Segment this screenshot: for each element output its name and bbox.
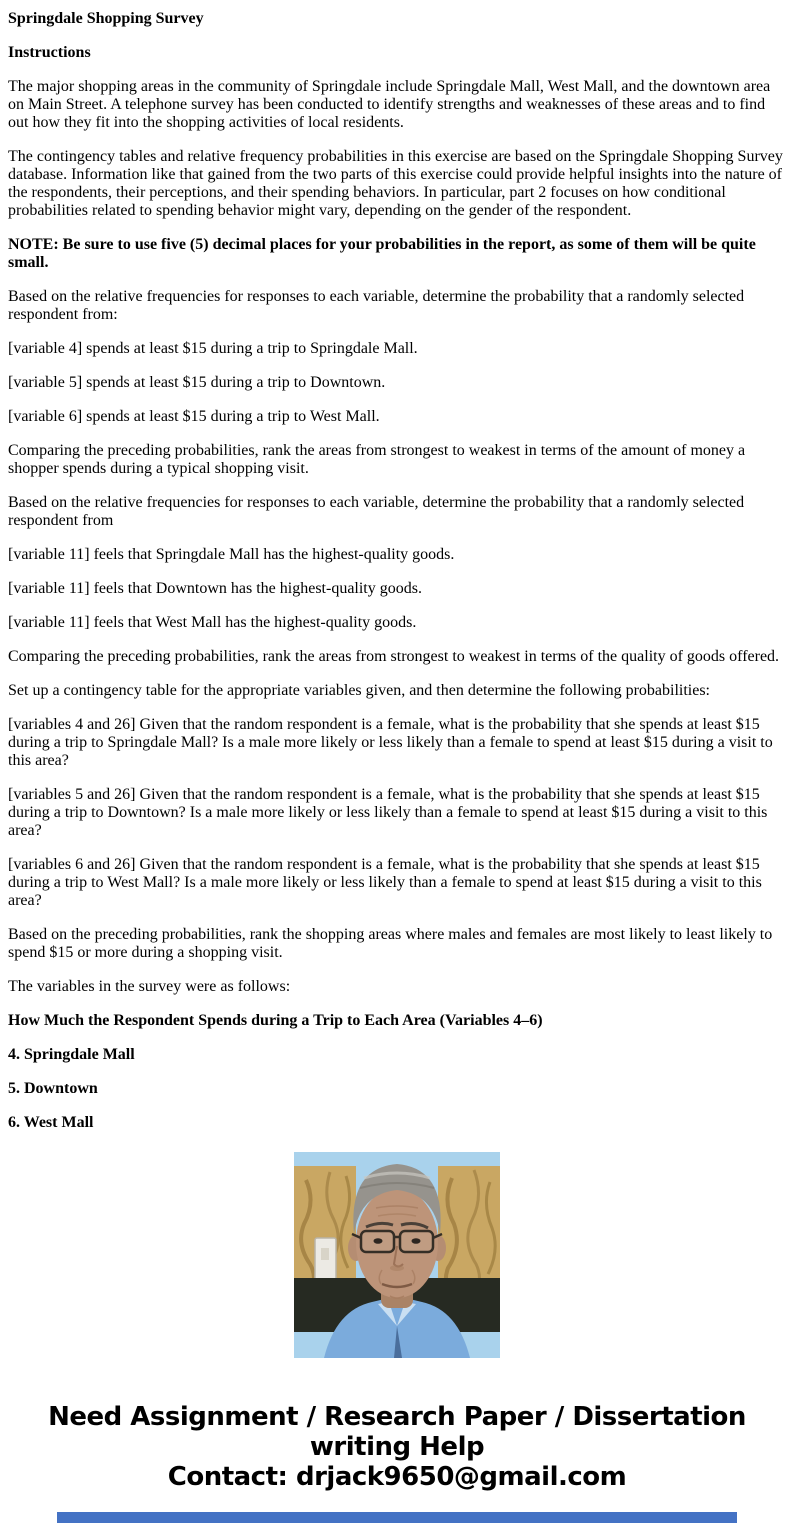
document-paragraph: [variable 11] feels that West Mall has the highest-quality goods. [8, 614, 417, 631]
document-paragraph: Based on the relative frequencies for responses to each variable, determine the probability that a randomly selected respondent from: [8, 288, 745, 323]
footer-banner [0, 1402, 794, 1492]
document-paragraph: [variables 4 and 26] Given that the random respondent is a female, what is the probability that she spends at least $15 during a trip to Springdale Mall? Is a male more likely or less likely than a female to spend at least $15 during a visit to this area? [8, 716, 773, 769]
document-paragraph: [variable 11] feels that Springdale Mall has the highest-quality goods. [8, 546, 455, 563]
document-paragraph: The major shopping areas in the community of Springdale include Springdale Mall, West Mall, and the downtown area on Main Street. A telephone survey has been conducted to identify strengths and weaknesses of these areas and to find out how they fit into the shopping activities of local residents. [8, 78, 771, 131]
document-paragraph: Comparing the preceding probabilities, rank the areas from strongest to weakest in terms of the amount of money a shopper spends during a typical shopping visit. [8, 442, 746, 477]
video-progress-bar[interactable] [57, 1512, 737, 1523]
document-paragraph: The variables in the survey were as follows: [8, 978, 291, 995]
document-paragraph: Instructions [8, 44, 91, 61]
document-paragraph: 4. Springdale Mall [8, 1046, 135, 1063]
document-paragraph: Set up a contingency table for the appropriate variables given, and then determine the following probabilities: [8, 682, 710, 699]
document-paragraph: Based on the relative frequencies for responses to each variable, determine the probability that a randomly selected respondent from [8, 494, 745, 529]
document-paragraph: [variable 6] spends at least $15 during a trip to West Mall. [8, 408, 380, 425]
document-paragraph: 6. West Mall [8, 1114, 94, 1131]
presenter-photo [294, 1152, 500, 1358]
page-title: Springdale Shopping Survey [8, 10, 204, 27]
document-paragraph: 5. Downtown [8, 1080, 98, 1097]
footer-banner-line: Need Assignment / Research Paper / Dissertation [48, 1402, 746, 1432]
document-body [8, 44, 786, 1132]
document-paragraph: How Much the Respondent Spends during a Trip to Each Area (Variables 4–6) [8, 1012, 543, 1029]
footer-banner-line: writing Help [309, 1432, 485, 1462]
document-paragraph: Comparing the preceding probabilities, rank the areas from strongest to weakest in terms of the quality of goods offered. [8, 648, 780, 665]
document-paragraph: [variable 5] spends at least $15 during a trip to Downtown. [8, 374, 386, 391]
document-paragraph: [variables 6 and 26] Given that the random respondent is a female, what is the probability that she spends at least $15 during a trip to West Mall? Is a male more likely or less likely than a female to spend at least $15 during a visit to this area? [8, 856, 762, 909]
document-paragraph: [variable 4] spends at least $15 during a trip to Springdale Mall. [8, 340, 418, 357]
document-paragraph: [variable 11] feels that Downtown has the highest-quality goods. [8, 580, 422, 597]
document-paragraph: Based on the preceding probabilities, rank the shopping areas where males and females are most likely to least likely to spend $15 or more during a shopping visit. [8, 926, 773, 961]
presenter-photo-illustration [294, 1152, 500, 1358]
document-paragraph: [variables 5 and 26] Given that the random respondent is a female, what is the probability that she spends at least $15 during a trip to Downtown? Is a male more likely or less likely than a female to spend at least $15 during a visit to this area? [8, 786, 768, 839]
footer-banner-line: Contact: drjack9650@gmail.com [167, 1462, 627, 1492]
document-paragraph: The contingency tables and relative frequency probabilities in this exercise are based on the Springdale Shopping Survey database. Information like that gained from the two parts of this exercise could provide helpful insights into the nature of the respondents, their perceptions, and their spending behaviors. In particular, part 2 focuses on how conditional probabilities related to spending behavior might vary, depending on the gender of the respondent. [8, 148, 783, 219]
document-paragraph: NOTE: Be sure to use five (5) decimal places for your probabilities in the report, as some of them will be quite small. [8, 236, 756, 271]
